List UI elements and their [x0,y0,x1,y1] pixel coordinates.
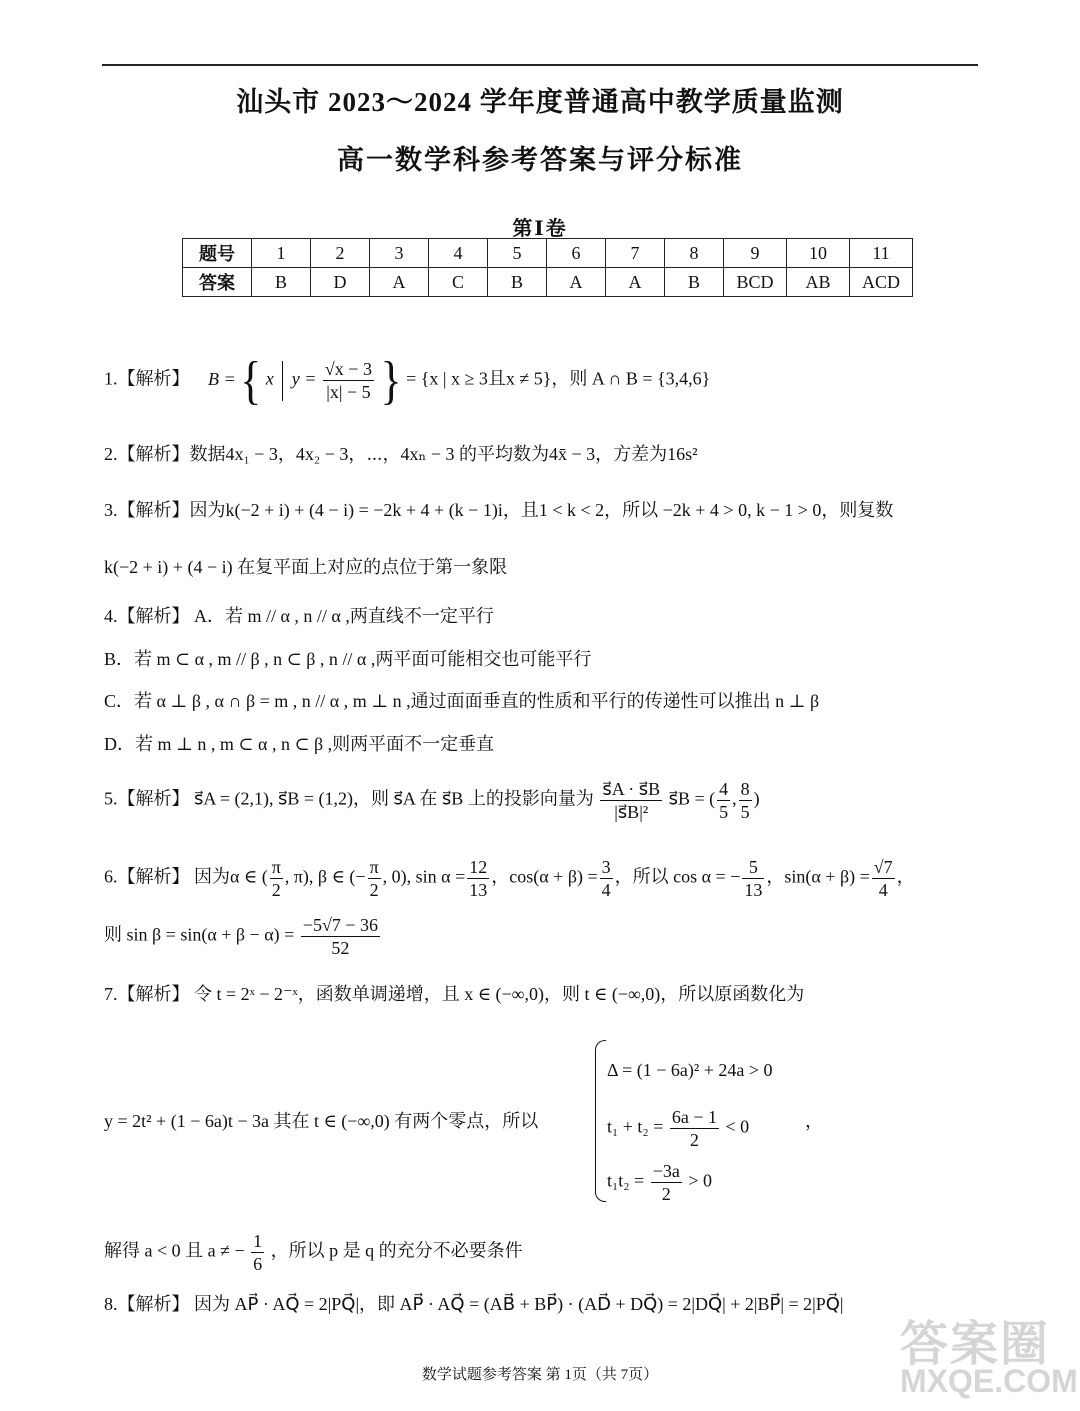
q1-x: x [265,368,274,389]
table-cell: 2 [311,239,370,268]
table-cell: D [311,268,370,297]
table-cell: 4 [429,239,488,268]
inequality-system: Δ = (1 − 6a)² + 24a > 0 t₁ + t₂ = $\frac{6a - 1}{2}$ < 0 t₁t₂ = $\frac{-3a}{2}$ > 0 [595,1040,810,1205]
table-cell: 8 [665,239,724,268]
table-cell: B [665,268,724,297]
table-cell: B [252,268,311,297]
table-cell: 3 [370,239,429,268]
top-rule [102,64,978,66]
section-heading: 第Ⅰ卷 [512,218,568,240]
watermark-logo: 答案圈 MXQE.COM [900,1318,1078,1399]
table-cell: A [547,268,606,297]
table-cell: 7 [606,239,665,268]
q1-b-eq: B = [208,368,236,389]
table-cell: A [370,268,429,297]
table-cell: 9 [724,239,787,268]
solution-4-a: 4.【解析】 A．若 m // α , n // α ,两直线不一定平行 [104,606,494,626]
solution-7-line2: y = 2t² + (1 − 6a)t − 3a 其在 t ∈ (−∞,0) 有两个零点，所以 [104,1111,539,1131]
table-cell: 5 [488,239,547,268]
q1-set: = {x | x ≥ 3且x ≠ 5} [406,368,552,389]
table-cell: 1 [252,239,311,268]
answer-table [182,238,913,297]
table-row-numbers [183,239,913,268]
table-cell: 11 [850,239,913,268]
table-cell: A [606,268,665,297]
solution-7-line1: 7.【解析】 令 t = 2ˣ − 2⁻ˣ，函数单调递增，且 x ∈ (−∞,0)，则 t ∈ (−∞,0)，所以原函数化为 [104,984,805,1004]
q1-y-eq: y = [291,368,317,389]
solution-1: 1.【解析】 B = { x y = $\frac{√x - 3}{|x| - 5}$ } = {x | x ≥ 3且x ≠ 5}，则 A ∩ B = {3,4,6} [104,350,711,410]
page-title: 汕头市 2023～2024 学年度普通高中教学质量监测 [236,87,844,117]
solution-4-b: B．若 m ⊂ α , m // β , n ⊂ β , n // α ,两平面可能相交也可能平行 [104,649,592,669]
solution-3-line2: k(−2 + i) + (4 − i) 在复平面上对应的点位于第一象限 [104,557,508,577]
row-label-answers: 答案 [183,268,252,297]
table-cell: 6 [547,239,606,268]
table-cell: B [488,268,547,297]
solution-8: 8.【解析】 因为 AP⃗ · AQ⃗ = 2|PQ⃗|，即 AP⃗ · AQ⃗ = (AB⃗ + BP⃗) · (AD⃗ + DQ⃗) = 2|DQ⃗| + 2|BP⃗| = 2|PQ⃗| [104,1294,844,1314]
solution-5: 5.【解析】 s⃗A = (2,1), s⃗B = (1,2)，则 s⃗A 在 s⃗B 上的投影向量为 $\frac{s⃗A \cdot s⃗B}{\text{|s⃗B|²}}$ s⃗B = ( $\frac{4}{5}$ , $\frac{8}{5}$ ) [104,779,760,822]
table-cell: BCD [724,268,787,297]
solution-7-conclusion: 解得 a < 0 且 a ≠ − $\frac{1}{6}$ ，所以 p 是 q 的充分不必要条件 [104,1231,523,1274]
solution-2: 2.【解析】数据4x₁ − 3，4x₂ − 3，⋯，4xₙ − 3 的平均数为4x̄ − 3，方差为16s² [104,444,698,464]
q1-fraction: $\frac{√x - 3}{|x| - 5}$ [324,359,372,402]
solution-4-d: D．若 m ⊥ n , m ⊂ α , n ⊂ β ,则两平面不一定垂直 [104,734,495,754]
row-label-numbers: 题号 [183,239,252,268]
q5-frac1: $\frac{4}{5}$ [719,779,729,822]
table-cell: 10 [787,239,850,268]
solution-6-line1: 6.【解析】 因为α ∈ ( $\frac{\pi}{2}$ , π), β ∈ (− $\frac{\pi}{2}$ , 0), sin α = $\frac{12}{13}$ ，cos(α + β) = $\frac{3}{4}$ ，所以 cos α = − $\frac{5}{13}$ ，sin(α + β) = $\frac{√7}{4}$ ， [104,857,915,900]
q5-projection-fraction: $\frac{s⃗A \cdot s⃗B}{\text{|s⃗B|²}}$ [602,779,661,822]
q1-result: ，则 A ∩ B = {3,4,6} [551,368,711,389]
page-subtitle: 高一数学科参考答案与评分标准 [337,145,743,175]
q5-frac2: $\frac{8}{5}$ [740,779,750,822]
table-cell: ACD [850,268,913,297]
solution-3-line1: 3.【解析】因为k(−2 + i) + (4 − i) = −2k + 4 + (k − 1)i，且1 < k < 2，所以 −2k + 4 > 0, k − 1 > 0，则复数 [104,500,894,520]
page-footer: 数学试题参考答案 第 1页（共 7页） [421,1367,659,1383]
table-cell: AB [787,268,850,297]
table-row-answers [183,268,913,297]
q1-label: 1.【解析】 [104,368,190,389]
solution-4-c: C．若 α ⊥ β , α ∩ β = m , n // α , m ⊥ n ,通过面面垂直的性质和平行的传递性可以推出 n ⊥ β [104,691,820,711]
table-cell: C [429,268,488,297]
solution-6-line2: 则 sin β = sin(α + β − α) = $\frac{-5√7 - 36}{52}$ [104,915,378,958]
